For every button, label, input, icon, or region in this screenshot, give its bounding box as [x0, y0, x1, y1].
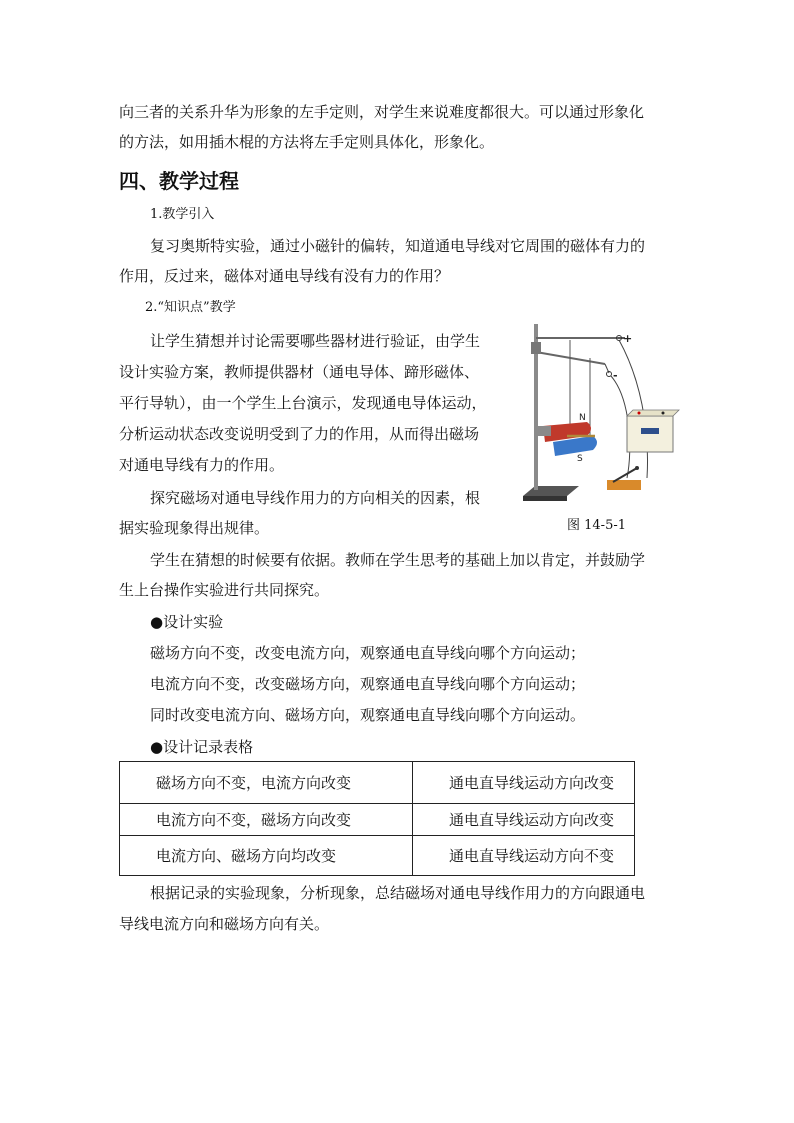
switch-base[interactable] [607, 480, 641, 490]
table-row [120, 762, 635, 804]
battery-terminal-1 [638, 412, 641, 415]
intro-line-2: 的方法，如用插木棍的方法将左手定则具体化，形象化。 [119, 133, 495, 151]
battery-terminal-2 [662, 412, 665, 415]
experiment-step-2: 电流方向不变，改变磁场方向，观察通电直导线向哪个方向运动； [150, 675, 586, 693]
p3-line-1: 探究磁场对通电导线作用力的方向相关的因素，根 [150, 489, 481, 507]
battery-top [627, 410, 679, 416]
south-label: S [577, 454, 583, 464]
minus-label: - [613, 369, 618, 382]
switch-lever[interactable] [613, 468, 637, 482]
p3-line-2: 据实验现象得出规律。 [119, 519, 270, 537]
apparatus-figure [515, 318, 685, 508]
table-cell: 电流方向不变，磁场方向改变 [120, 804, 413, 836]
p2-line-2: 设计实验方案，教师提供器材（通电导体、蹄形磁体、 [119, 363, 480, 381]
table-cell: 通电直导线运动方向改变 [413, 762, 635, 804]
section-heading: 四、教学过程 [119, 169, 239, 193]
plus-label: + [623, 332, 633, 345]
table-row [120, 804, 635, 836]
stand-base [523, 486, 579, 496]
p2-line-4: 分析运动状态改变说明受到了力的作用，从而得出磁场 [119, 425, 480, 443]
p4-line-2: 生上台操作实验进行共同探究。 [119, 581, 330, 599]
table-cell: 通电直导线运动方向不变 [413, 836, 635, 876]
stand-base-edge [523, 496, 567, 501]
table-row [120, 836, 635, 876]
intro-line-1: 向三者的关系升华为形象的左手定则，对学生来说难度都很大。可以通过形象化 [119, 103, 645, 121]
figure-caption: 图 14-5-1 [567, 518, 627, 533]
clamp-upper [531, 342, 541, 354]
p1-line-1: 复习奥斯特实验，通过小磁针的偏转，知道通电导线对它周围的磁体有力的 [150, 237, 646, 255]
switch-handle[interactable] [635, 466, 639, 470]
conclusion-line-2: 导线电流方向和磁场方向有关。 [119, 915, 330, 933]
bullet-design-experiment: ●设计实验 [150, 613, 224, 631]
clamp-lower [537, 426, 551, 436]
battery-label [641, 428, 659, 434]
subheading-1: 1.教学引入 [150, 207, 215, 222]
table-cell: 磁场方向不变，电流方向改变 [120, 762, 413, 804]
p2-line-5: 对通电导线有力的作用。 [119, 456, 285, 474]
conclusion-line-1: 根据记录的实验现象，分析现象，总结磁场对通电导线作用力的方向跟通电 [150, 884, 646, 902]
circuit-wire [619, 340, 648, 478]
subheading-2: 2.“知识点”教学 [145, 300, 236, 315]
p2-line-3: 平行导轨），由一个学生上台演示，发现通电导体运动， [119, 394, 487, 412]
experiment-step-3: 同时改变电流方向、磁场方向，观察通电直导线向哪个方向运动。 [150, 706, 586, 724]
north-label: N [579, 413, 586, 423]
p1-line-2: 作用，反过来，磁体对通电导线有没有力的作用？ [119, 267, 450, 285]
bullet-design-table: ●设计记录表格 [150, 738, 254, 756]
table-cell: 电流方向、磁场方向均改变 [120, 836, 413, 876]
table-cell: 通电直导线运动方向改变 [413, 804, 635, 836]
experiment-step-1: 磁场方向不变，改变电流方向，观察通电直导线向哪个方向运动； [150, 644, 586, 662]
p2-line-1: 让学生猜想并讨论需要哪些器材进行验证，由学生 [150, 332, 481, 350]
record-table [119, 761, 635, 876]
p4-line-1: 学生在猜想的时候要有依据。教师在学生思考的基础上加以肯定，并鼓励学 [150, 551, 646, 569]
